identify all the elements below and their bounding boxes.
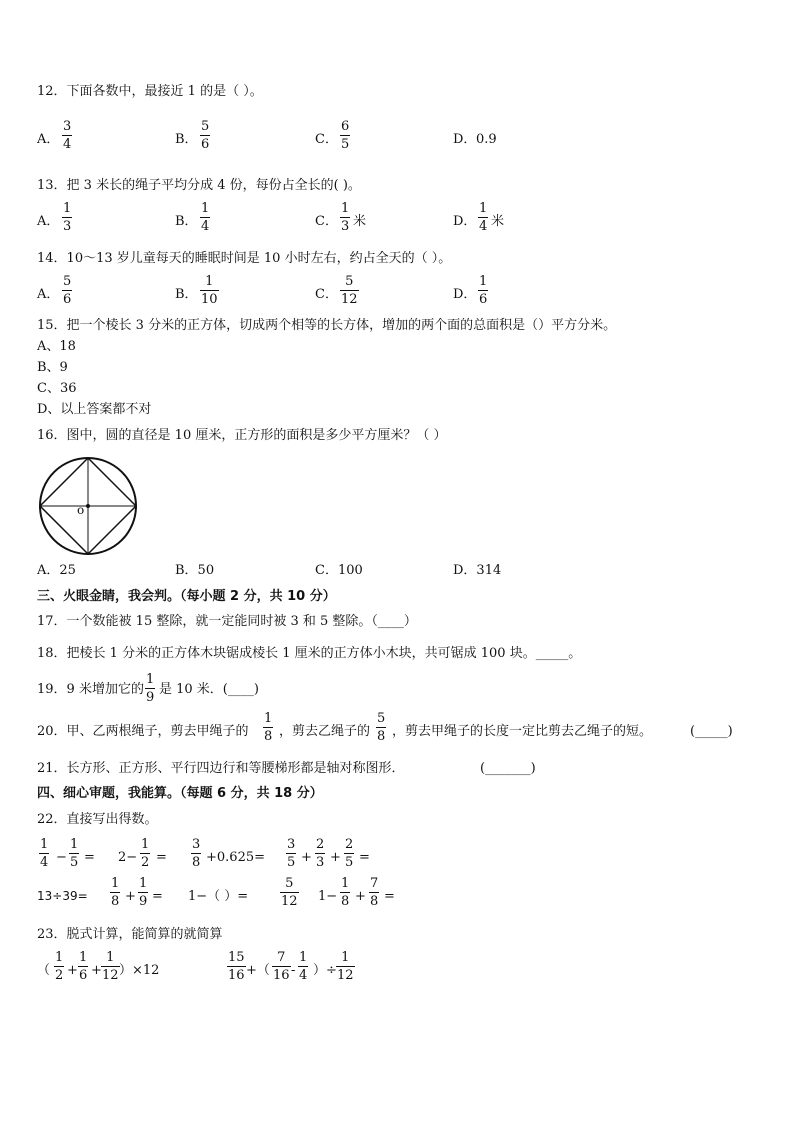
section-3-heading: 三、火眼金睛，我会判。（每小题 2 分，共 10 分） xyxy=(37,589,336,604)
q14-option-d-label: D． xyxy=(453,287,477,302)
question-13-stem: 13．把 3 米长的绳子平均分成 4 份，每份占全长的( )。 xyxy=(37,178,361,193)
q23-e1-op2: + xyxy=(91,963,102,978)
q12-option-b-label: B． xyxy=(175,132,198,147)
q22-r1-e3-frac: $\frac{3}{8}$ xyxy=(192,837,201,870)
q22-r2-e4-op: + xyxy=(355,889,366,904)
question-21: 21．长方形、正方形、平行四边行和等腰梯形都是轴对称图形． xyxy=(37,761,405,776)
question-20-mid: ，剪去乙绳子的 xyxy=(279,724,371,739)
q22-r2-e4-pre: 1− xyxy=(318,889,338,904)
question-20-pre: 20．甲、乙两根绳子，剪去甲绳子的 xyxy=(37,724,249,739)
q22-r2-e4-frac2: $\frac{7}{8}$ xyxy=(370,876,379,909)
q14-option-a-fraction: $\frac{5}{6}$ xyxy=(63,274,72,307)
q14-option-a-label: A． xyxy=(37,287,60,302)
q13-option-b-fraction: $\frac{1}{4}$ xyxy=(201,201,210,234)
q23-e1-op1: + xyxy=(67,963,78,978)
q23-e1-open: （ xyxy=(37,963,51,978)
q22-r2-e2-frac1: $\frac{1}{8}$ xyxy=(111,876,120,909)
q13-option-d-unit: 米 xyxy=(491,214,505,229)
q12-option-c-label: C． xyxy=(315,132,338,147)
section-4-heading: 四、细心审题，我能算。（每题 6 分，共 18 分） xyxy=(37,786,323,801)
q22-r2-e4-frac1: $\frac{1}{8}$ xyxy=(341,876,350,909)
q22-r1-e1-frac2: $\frac{1}{5}$ xyxy=(70,837,79,870)
q22-r2-e2-eq: = xyxy=(152,889,163,904)
q13-option-d-label: D． xyxy=(453,214,477,229)
q13-option-c-unit: 米 xyxy=(353,214,367,229)
question-18: 18．把棱长 1 分米的正方体木块锯成棱长 1 厘米的正方体小木块，共可锯成 100 块。_____。 xyxy=(37,646,582,661)
q20-fraction-1: $\frac{1}{8}$ xyxy=(264,711,273,744)
q13-option-c-label: C． xyxy=(315,214,338,229)
q22-r1-e4-frac2: $\frac{2}{3}$ xyxy=(316,837,325,870)
question-20-post: ，剪去甲绳子的长度一定比剪去乙绳子的短。 xyxy=(392,724,653,739)
q16-option-d: D．314 xyxy=(453,563,502,578)
q22-r2-e2-frac2: $\frac{1}{9}$ xyxy=(139,876,148,909)
q22-r1-e3-post: +0.625= xyxy=(206,850,266,865)
q23-e1-frac2: $\frac{1}{6}$ xyxy=(79,950,88,983)
q22-r1-e1-frac1: $\frac{1}{4}$ xyxy=(40,837,49,870)
q13-option-a-fraction: $\frac{1}{3}$ xyxy=(63,201,72,234)
q12-option-b-fraction: $\frac{5}{6}$ xyxy=(201,119,210,152)
q22-r1-e1-op: − xyxy=(56,850,67,865)
q12-option-c-fraction: $\frac{6}{5}$ xyxy=(341,119,350,152)
q19-fraction: $\frac{1}{9}$ xyxy=(146,672,155,705)
q23-e2-frac1: $\frac{7}{16}$ xyxy=(273,950,290,983)
q23-e1-close: ）×12 xyxy=(119,963,160,978)
q23-e2-close: ）÷ xyxy=(313,963,337,978)
question-22-stem: 22．直接写出得数。 xyxy=(37,812,158,827)
q22-r1-e4-frac3: $\frac{2}{5}$ xyxy=(345,837,354,870)
q22-r1-e2-eq: = xyxy=(156,850,167,865)
q15-option-b: B、9 xyxy=(37,360,68,375)
q14-option-d-fraction: $\frac{1}{6}$ xyxy=(479,274,488,307)
q14-option-c-label: C． xyxy=(315,287,338,302)
q12-option-d-value: 0.9 xyxy=(476,132,497,147)
q22-r2-e3-frac: $\frac{5}{12}$ xyxy=(281,876,298,909)
q16-option-c: C．100 xyxy=(315,563,363,578)
q13-option-c-fraction: $\frac{1}{3}$ xyxy=(341,201,350,234)
q12-option-a-fraction: $\frac{3}{4}$ xyxy=(63,119,72,152)
q22-r1-e4-op1: + xyxy=(301,850,312,865)
q22-r1-e2-pre: 2− xyxy=(118,850,138,865)
q15-option-d: D、以上答案都不对 xyxy=(37,402,152,417)
question-23-stem: 23．脱式计算，能简算的就简算 xyxy=(37,927,223,942)
q22-r1-e1-eq: = xyxy=(84,850,95,865)
q23-e2-frac2: $\frac{1}{4}$ xyxy=(299,950,308,983)
q22-r2-e1: 13÷39= xyxy=(37,889,88,903)
q13-option-a-label: A． xyxy=(37,214,60,229)
q22-r1-e4-op2: + xyxy=(330,850,341,865)
q22-r2-e2-op: + xyxy=(125,889,136,904)
question-12-stem: 12．下面各数中，最接近 1 的是（ ）。 xyxy=(37,84,263,99)
q15-option-c: C、36 xyxy=(37,381,77,396)
circle-square-figure xyxy=(36,454,140,558)
q12-option-d-label: D． xyxy=(453,132,477,147)
q23-e1-frac1: $\frac{1}{2}$ xyxy=(55,950,64,983)
q23-e2-frac3: $\frac{1}{12}$ xyxy=(337,950,354,983)
q23-e2-frac0: $\frac{15}{16}$ xyxy=(228,950,245,983)
q14-option-b-fraction: $\frac{1}{10}$ xyxy=(201,274,218,307)
q12-option-a-label: A． xyxy=(37,132,60,147)
q16-option-a: A．25 xyxy=(37,563,76,578)
q15-option-a: A、18 xyxy=(37,339,76,354)
q21-answer-blank[interactable]: (_______) xyxy=(480,761,536,776)
q20-fraction-2: $\frac{5}{8}$ xyxy=(377,711,386,744)
q16-option-b: B．50 xyxy=(175,563,215,578)
question-15-stem: 15．把一个棱长 3 分米的正方体，切成两个相等的长方体，增加的两个面的总面积是（）平方分米。 xyxy=(37,318,617,333)
q22-r1-e4-frac1: $\frac{3}{5}$ xyxy=(287,837,296,870)
question-17: 17．一个数能被 15 整除，就一定能同时被 3 和 5 整除。（____） xyxy=(37,614,417,629)
question-16-stem: 16．图中，圆的直径是 10 厘米，正方形的面积是多少平方厘米？（ ） xyxy=(37,428,447,443)
q22-r2-e3-pre: 1−（ ）= xyxy=(188,889,249,904)
q20-answer-blank[interactable]: (_____) xyxy=(690,724,733,739)
q23-e1-frac3: $\frac{1}{12}$ xyxy=(102,950,119,983)
q22-r1-e4-eq: = xyxy=(359,850,370,865)
q22-r2-e4-eq: = xyxy=(384,889,395,904)
question-14-stem: 14．10～13 岁儿童每天的睡眠时间是 10 小时左右，约占全天的（ ）。 xyxy=(37,251,452,266)
q13-option-d-fraction: $\frac{1}{4}$ xyxy=(479,201,488,234)
q23-e2-op: - xyxy=(291,963,296,978)
circle-center-label: o xyxy=(77,503,85,517)
q13-option-b-label: B． xyxy=(175,214,198,229)
q23-e2-plus: +（ xyxy=(246,963,270,978)
q22-r1-e2-frac: $\frac{1}{2}$ xyxy=(141,837,150,870)
q14-option-b-label: B． xyxy=(175,287,198,302)
question-19-pre: 19．9 米增加它的 xyxy=(37,682,144,697)
question-19-post: 是 10 米．(____) xyxy=(159,682,259,697)
q14-option-c-fraction: $\frac{5}{12}$ xyxy=(341,274,358,307)
